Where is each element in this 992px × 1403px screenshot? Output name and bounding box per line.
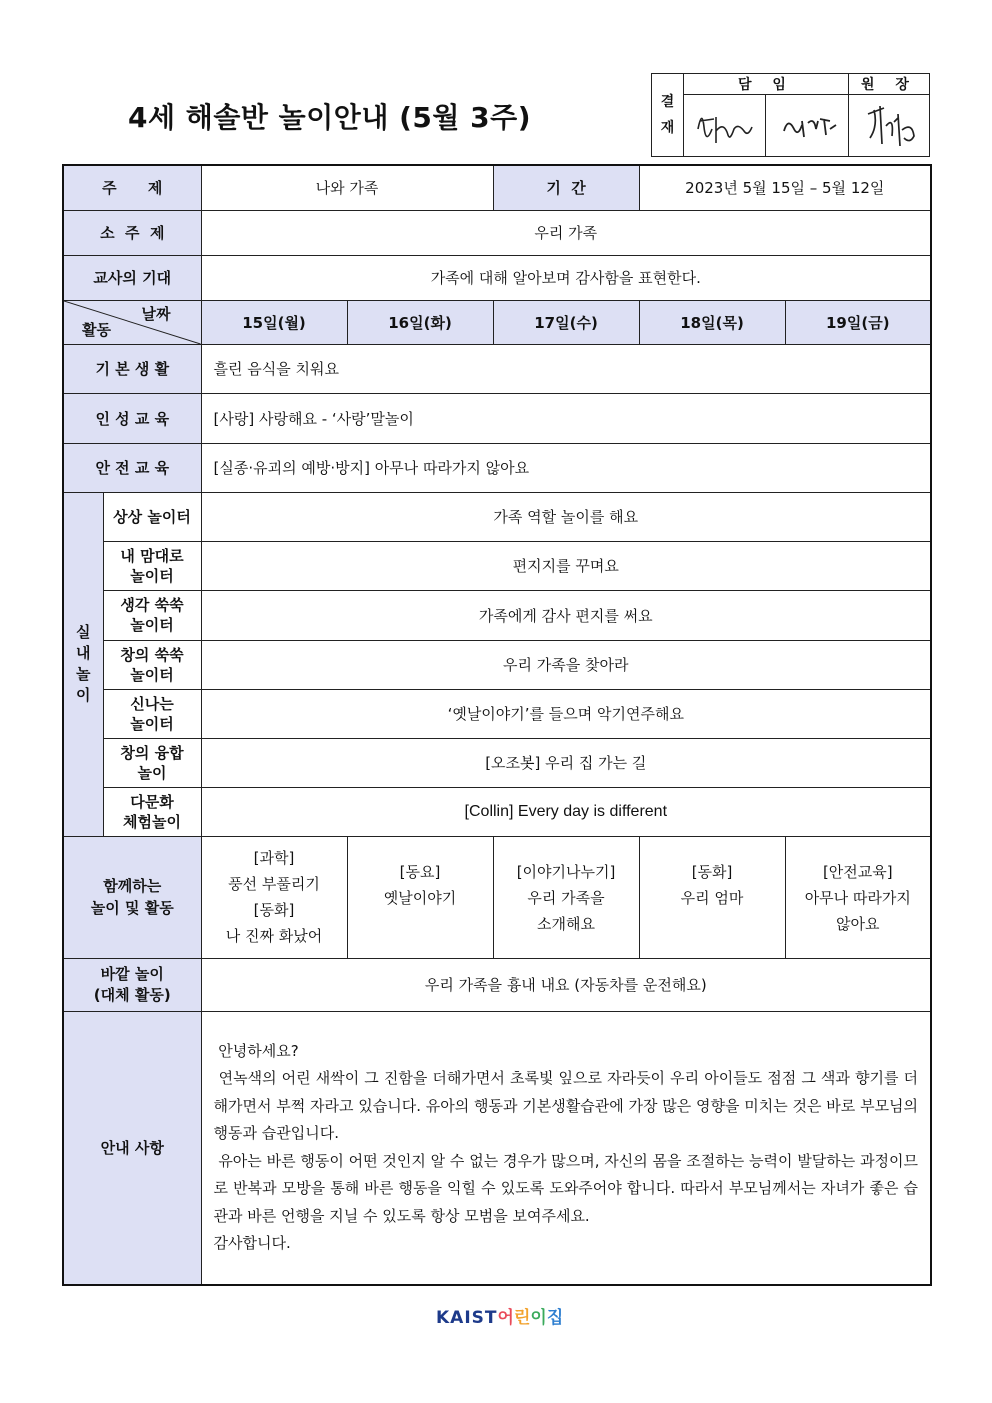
together-activity-label: 함께하는 놀이 및 활동 bbox=[63, 836, 201, 958]
day-header: 18일(목) bbox=[639, 300, 785, 344]
footer-char: 어 bbox=[497, 1308, 514, 1328]
notice-closing: 감사합니다. bbox=[213, 1234, 291, 1253]
indoor-area-label: 다문화 체험놀이 bbox=[103, 787, 201, 836]
together-activity-cell: [동화] 우리 엄마 bbox=[639, 836, 785, 958]
indoor-area-value: 가족에게 감사 편지를 써요 bbox=[201, 590, 931, 640]
approval-teacher-header: 담 임 bbox=[684, 74, 849, 95]
signature-director bbox=[849, 95, 930, 157]
theme-value: 나와 가족 bbox=[201, 165, 493, 210]
notice-paragraph: 연녹색의 어린 새싹이 그 진함을 더해가면서 초록빛 잎으로 자라듯이 우리 아이들도 점점 그 색과 향기를 더해가면서 부쩍 자라고 있습니다. 유아의 행동과 기본생활습관에 가장 많은 영향을 미치는 것은 바로 부모님의 행동과 습관입니다. bbox=[213, 1069, 923, 1143]
character-edu-label: 인 성 교 육 bbox=[63, 393, 201, 443]
indoor-area-value: 우리 가족을 찾아라 bbox=[201, 640, 931, 689]
indoor-play-label: 실 내 놀 이 bbox=[63, 492, 103, 836]
indoor-area-value: [오조봇] 우리 집 가는 길 bbox=[201, 738, 931, 787]
notice-body bbox=[201, 1011, 931, 1285]
page-title: 4세 해솔반 놀이안내 (5월 3주) bbox=[128, 101, 532, 134]
basic-life-value: 흘린 음식을 치워요 bbox=[201, 344, 931, 393]
indoor-area-label: 창의 쑥쑥 놀이터 bbox=[103, 640, 201, 689]
subtheme-value: 우리 가족 bbox=[201, 210, 931, 255]
indoor-area-value: 편지지를 꾸며요 bbox=[201, 541, 931, 590]
day-header: 19일(금) bbox=[785, 300, 931, 344]
signature-teacher-2 bbox=[766, 95, 849, 157]
outdoor-play-label: 바깥 놀이 (대체 활동) bbox=[63, 958, 201, 1011]
together-activity-cell: [동요] 옛날이야기 bbox=[347, 836, 493, 958]
indoor-area-label: 생각 쑥쑥 놀이터 bbox=[103, 590, 201, 640]
approval-box bbox=[651, 73, 930, 157]
indoor-area-label: 상상 놀이터 bbox=[103, 492, 201, 541]
indoor-area-value: ‘옛날이야기’를 들으며 악기연주해요 bbox=[201, 689, 931, 738]
indoor-area-value: [Collin] Every day is different bbox=[201, 787, 931, 836]
indoor-area-value: 가족 역할 놀이를 해요 bbox=[201, 492, 931, 541]
approval-director-header: 원 장 bbox=[849, 74, 930, 95]
corner-activity-label: 활동 bbox=[82, 320, 111, 339]
indoor-area-label: 신나는 놀이터 bbox=[103, 689, 201, 738]
day-header: 15일(월) bbox=[201, 300, 347, 344]
period-value: 2023년 5월 15일 – 5월 12일 bbox=[639, 165, 931, 210]
notice-greeting: 안녕하세요? bbox=[213, 1041, 299, 1060]
footer-brand: KAIST bbox=[436, 1308, 498, 1328]
indoor-area-label: 내 맘대로 놀이터 bbox=[103, 541, 201, 590]
basic-life-label: 기 본 생 활 bbox=[63, 344, 201, 393]
footer-logo bbox=[436, 1303, 563, 1328]
together-activity-cell: [이야기나누기] 우리 가족을 소개해요 bbox=[493, 836, 639, 958]
signature-teacher-1 bbox=[684, 95, 766, 157]
date-activity-corner bbox=[63, 300, 201, 344]
subtheme-label: 소 주 제 bbox=[63, 210, 201, 255]
notice-label: 안내 사항 bbox=[63, 1011, 201, 1285]
indoor-area-label: 창의 융합 놀이 bbox=[103, 738, 201, 787]
expectation-label: 교사의 기대 bbox=[63, 255, 201, 300]
expectation-value: 가족에 대해 알아보며 감사함을 표현한다. bbox=[201, 255, 931, 300]
safety-edu-label: 안 전 교 육 bbox=[63, 443, 201, 492]
safety-edu-value: [실종·유괴의 예방·방지] 아무나 따라가지 않아요 bbox=[201, 443, 931, 492]
footer-char: 이 bbox=[530, 1308, 547, 1328]
day-header: 16일(화) bbox=[347, 300, 493, 344]
outdoor-play-value: 우리 가족을 흉내 내요 (자동차를 운전해요) bbox=[201, 958, 931, 1011]
plan-table bbox=[62, 164, 932, 1286]
period-label: 기 간 bbox=[493, 165, 639, 210]
together-activity-cell: [안전교육] 아무나 따라가지 않아요 bbox=[785, 836, 931, 958]
together-activity-cell: [과학] 풍선 부풀리기 [동화] 나 진짜 화났어 bbox=[201, 836, 347, 958]
approval-label: 결 재 bbox=[652, 74, 684, 157]
character-edu-value: [사랑] 사랑해요 - ‘사랑’말놀이 bbox=[201, 393, 931, 443]
notice-paragraph: 유아는 바른 행동이 어떤 것인지 알 수 없는 경우가 많으며, 자신의 몸을 조절하는 능력이 발달하는 과정이므로 반복과 모방을 통해 바른 행동을 익힐 수 있도록 도와주어야 합니다. 따라서 부모님께서는 자녀가 좋은 습관과 바른 언행을 지닐 수 있도록 항상 모범을 보여주세요. bbox=[213, 1151, 919, 1225]
footer-char: 린 bbox=[513, 1308, 531, 1328]
theme-label: 주 제 bbox=[63, 165, 201, 210]
day-header: 17일(수) bbox=[493, 300, 639, 344]
footer-char: 집 bbox=[546, 1308, 564, 1328]
corner-date-label: 날짜 bbox=[141, 304, 171, 323]
